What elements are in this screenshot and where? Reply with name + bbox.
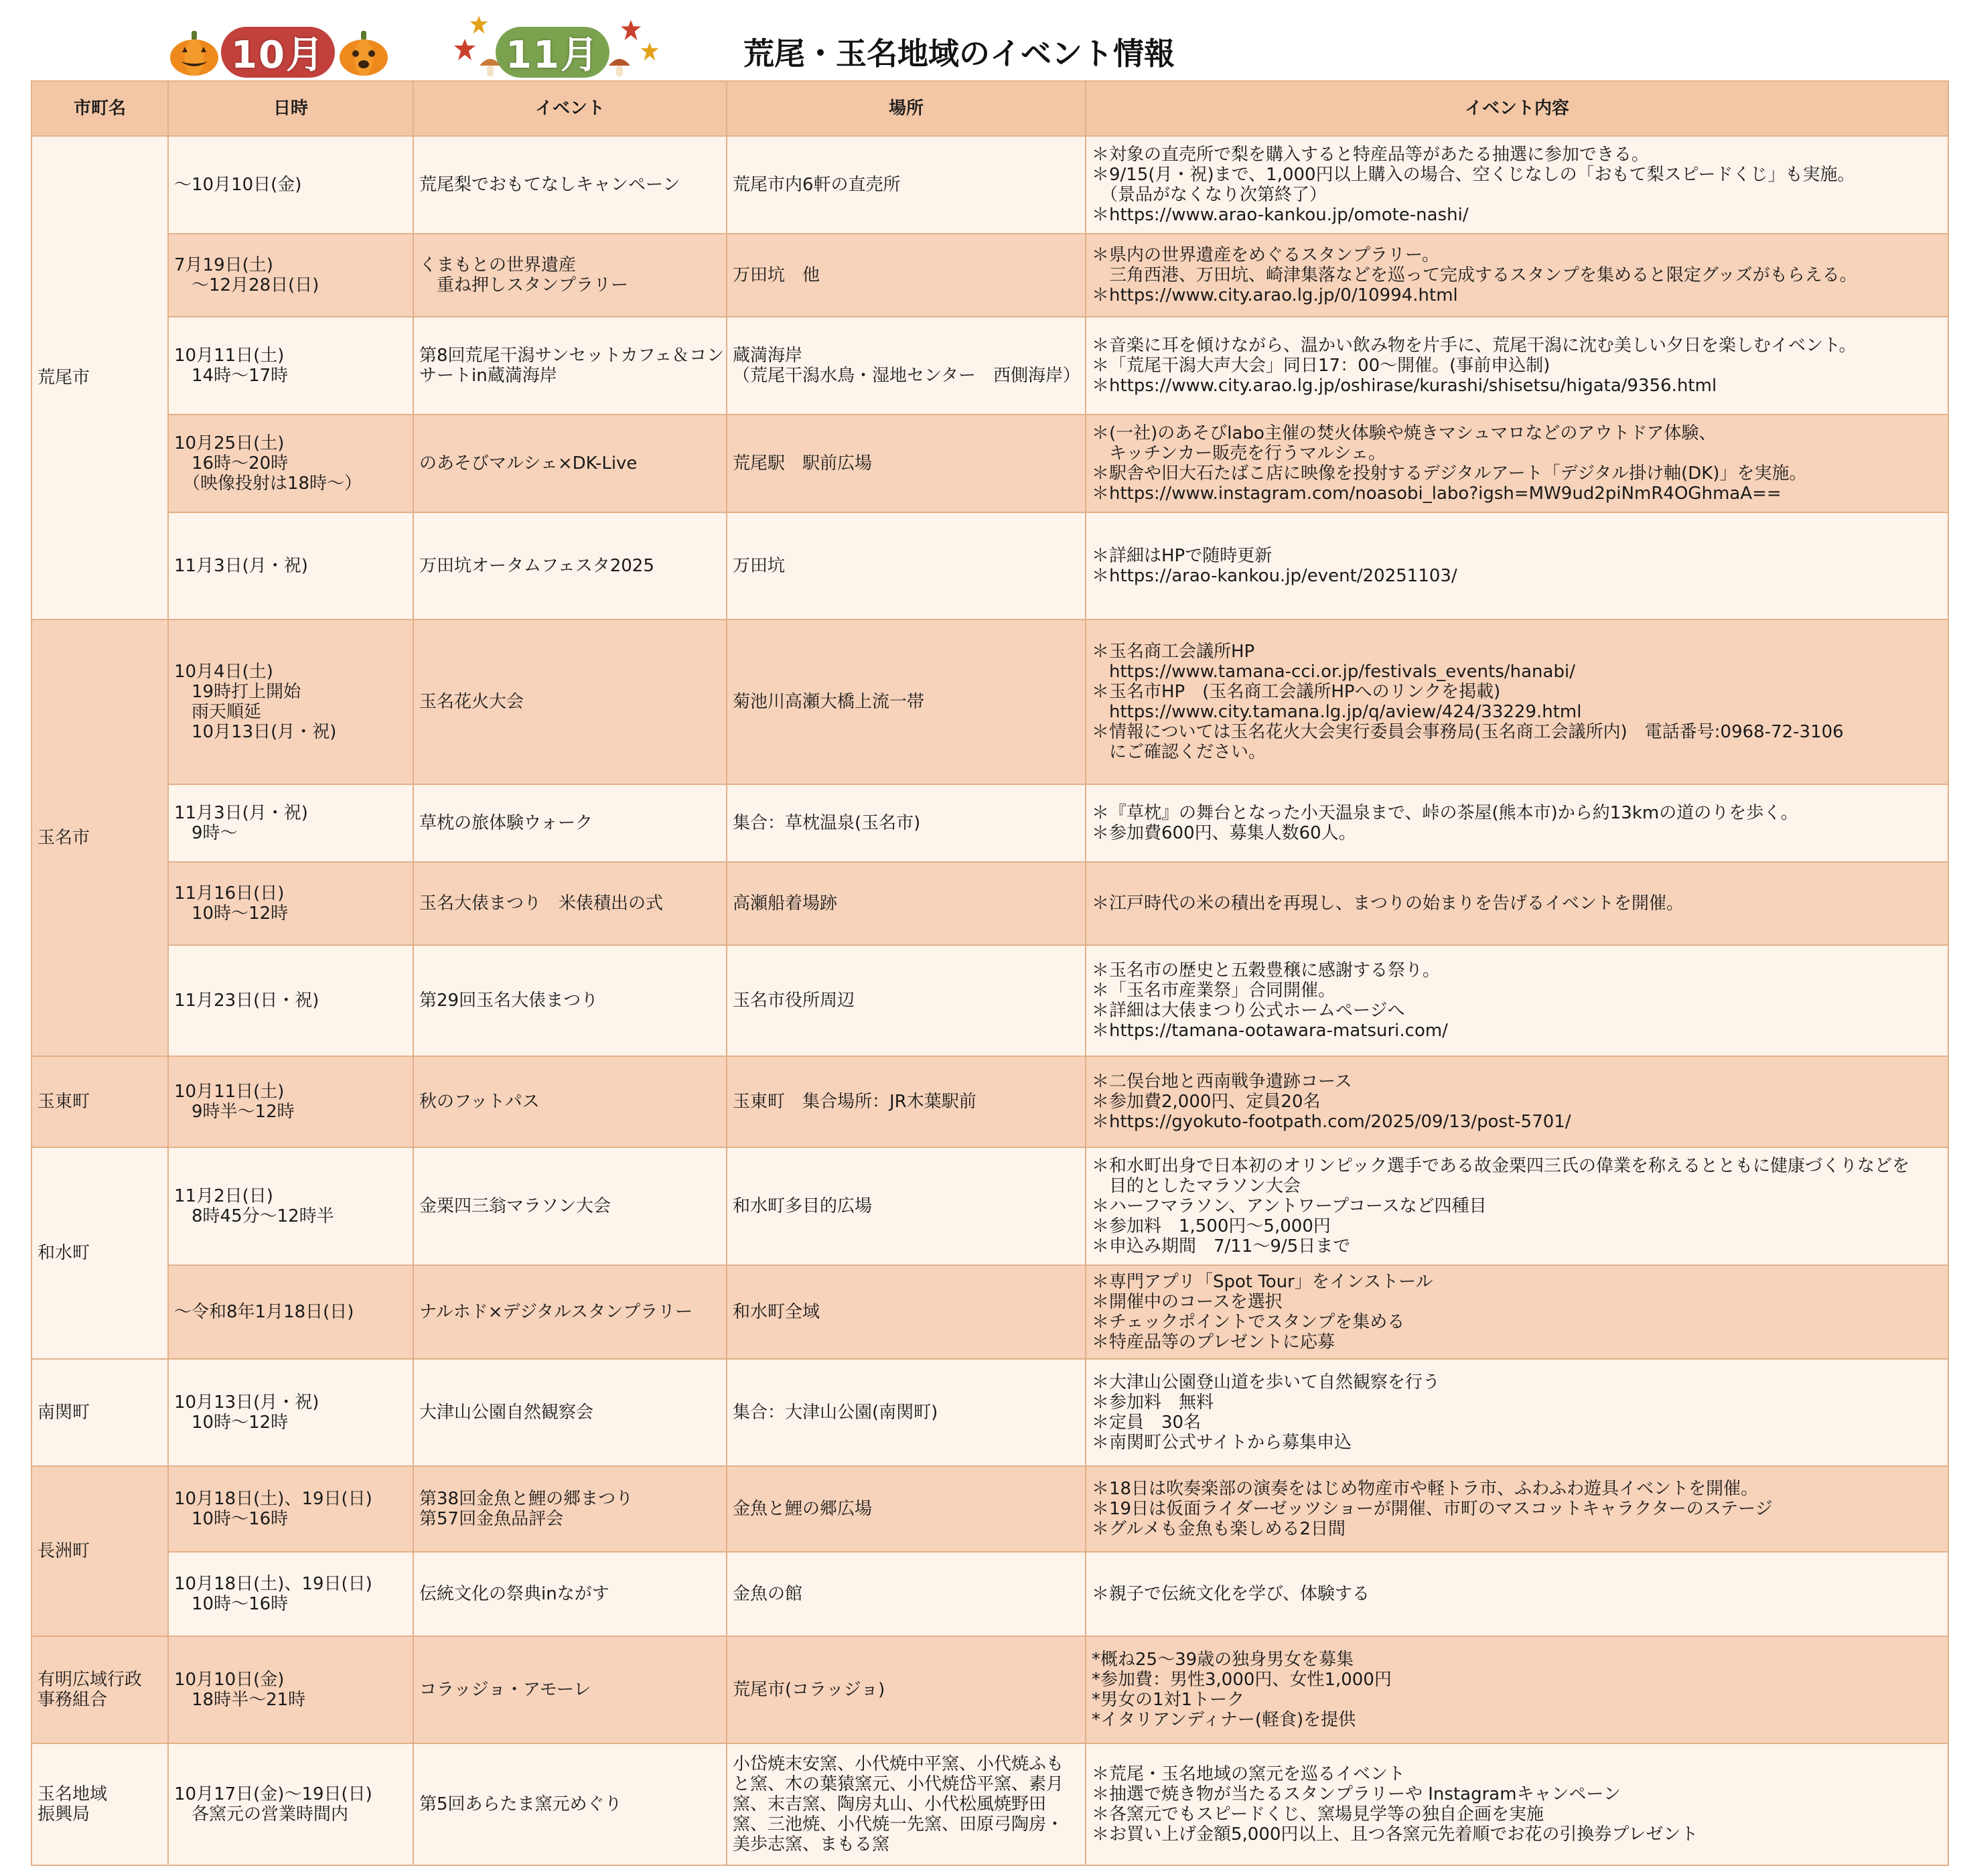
date-line: 10月4日(土) xyxy=(174,662,273,682)
event-cell xyxy=(413,512,727,620)
event-cell xyxy=(413,1636,727,1743)
place-line: 荒尾市内6軒の直売所 xyxy=(733,175,901,195)
event-line: 万田坑オータムフェスタ2025 xyxy=(419,556,654,576)
municipality-name: 振興局 xyxy=(38,1804,90,1824)
event-line: 重ね押しスタンプラリー xyxy=(419,275,629,295)
date-line: 18時半～21時 xyxy=(174,1690,306,1710)
content-line: 三角西港、万田坑、崎津集落などを巡って完成するスタンプを集めると限定グッズがもらえる。 xyxy=(1092,265,1857,285)
content-line: ＊9/15(月・祝)まで、1,000円以上購入の場合、空くじなしの「おもて梨スピードくじ」も実施。 xyxy=(1092,165,1855,185)
date-line: 10月25日(土) xyxy=(174,433,285,453)
date-cell xyxy=(168,136,413,234)
event-line: 荒尾梨でおもてなしキャンペーン xyxy=(419,175,680,195)
autumn-leaf-icon xyxy=(469,15,489,35)
content-line: ＊開催中のコースを選択 xyxy=(1092,1292,1283,1312)
place-line: 小岱焼末安窯、小代焼中平窯、小代焼ふもと窯、木の葉猿窯元、小代焼岱平窯、素月窯、末吉窯、陶房丸山、小代松風焼野田窯、三池焼、小代焼一先窯、田原弓陶房・美歩志窯、まもる窯 xyxy=(733,1754,1064,1855)
event-line: くまもとの世界遺産 xyxy=(419,255,577,275)
content-line: ＊特産品等のプレゼントに応募 xyxy=(1092,1332,1335,1352)
date-line: 10月18日(土)、19日(日) xyxy=(174,1574,372,1594)
content-line: ＊定員 30名 xyxy=(1092,1413,1202,1433)
table-row xyxy=(31,620,1948,784)
content-line: ＊玉名商工会議所HP xyxy=(1092,642,1255,662)
content-line: ＊玉名市HP (玉名商工会議所HPへのリンクを掲載) xyxy=(1092,682,1501,702)
event-line: 第29回玉名大俵まつり xyxy=(419,991,599,1011)
content-cell xyxy=(1086,136,1948,234)
content-line: ＊和水町出身で日本初のオリンピック選手である故金栗四三氏の偉業を称えるとともに健康づくりなどを xyxy=(1092,1156,1909,1176)
municipality-name: 和水町 xyxy=(38,1243,90,1263)
content-cell xyxy=(1086,512,1948,620)
content-line: ＊https://www.instagram.com/noasobi_labo?igsh=MW9ud2piNmR4OGhmaA== xyxy=(1092,484,1782,504)
date-line: 19時打上開始 xyxy=(174,682,301,702)
municipality-cell xyxy=(31,620,168,1056)
date-line: 10時～16時 xyxy=(174,1509,289,1529)
content-line: ＊グルメも金魚も楽しめる2日間 xyxy=(1092,1519,1346,1539)
place-cell xyxy=(727,1359,1086,1466)
municipality-cell xyxy=(31,1147,168,1359)
date-line: 10月11日(土) xyxy=(174,1082,285,1102)
event-table-body xyxy=(31,136,1948,1865)
content-cell xyxy=(1086,945,1948,1056)
event-line: 第38回金魚と鯉の郷まつり xyxy=(419,1489,634,1509)
content-line: *イタリアンディナー(軽食)を提供 xyxy=(1092,1710,1356,1730)
date-line: 10時～16時 xyxy=(174,1594,289,1614)
content-line: ＊ハーフマラソン、アントワープコースなど四種目 xyxy=(1092,1196,1487,1216)
table-row xyxy=(31,136,1948,234)
event-cell xyxy=(413,1743,727,1865)
month-badge-november: 11月 xyxy=(496,27,609,78)
date-cell xyxy=(168,1056,413,1147)
event-line: サートin蔵満海岸 xyxy=(419,366,557,386)
place-cell xyxy=(727,1147,1086,1265)
date-line: 11月3日(月・祝) xyxy=(174,556,308,576)
table-row xyxy=(31,512,1948,620)
content-line: ＊大津山公園登山道を歩いて自然観察を行う xyxy=(1092,1372,1441,1392)
autumn-leaf-icon xyxy=(620,19,642,42)
content-cell xyxy=(1086,1466,1948,1552)
content-line: ＊「玉名市産業祭」合同開催。 xyxy=(1092,981,1336,1001)
content-cell xyxy=(1086,317,1948,415)
date-line: 11月16日(日) xyxy=(174,883,285,904)
municipality-name: 荒尾市 xyxy=(38,368,90,388)
table-row xyxy=(31,1636,1948,1743)
table-row xyxy=(31,1056,1948,1147)
place-cell xyxy=(727,945,1086,1056)
date-line: 9時半～12時 xyxy=(174,1102,295,1122)
content-line: ＊親子で伝統文化を学び、体験する xyxy=(1092,1584,1370,1604)
content-line: https://www.city.tamana.lg.jp/q/aview/424/33229.html xyxy=(1092,702,1582,722)
place-line: 和水町全域 xyxy=(733,1302,820,1322)
place-line: 金魚と鯉の郷広場 xyxy=(733,1499,873,1519)
date-cell xyxy=(168,862,413,945)
content-line: ＊荒尾・玉名地域の窯元を巡るイベント xyxy=(1092,1764,1406,1784)
column-header: 場所 xyxy=(727,81,1086,136)
content-line: ＊南関町公式サイトから募集申込 xyxy=(1092,1433,1352,1453)
date-line: 10月13日(月・祝) xyxy=(174,722,337,742)
place-line: 菊池川高瀬大橋上流一帯 xyxy=(733,692,925,712)
content-cell xyxy=(1086,862,1948,945)
content-cell xyxy=(1086,1265,1948,1359)
place-line: 集合：草枕温泉(玉名市) xyxy=(733,813,921,833)
table-header-row xyxy=(31,81,1948,136)
content-line: ＊https://www.city.arao.lg.jp/oshirase/kurashi/shisetsu/higata/9356.html xyxy=(1092,376,1717,396)
date-cell xyxy=(168,1265,413,1359)
event-line: 金栗四三翁マラソン大会 xyxy=(419,1196,611,1216)
place-cell xyxy=(727,1056,1086,1147)
event-line: 玉名大俵まつり 米俵積出の式 xyxy=(419,893,664,914)
table-row xyxy=(31,1552,1948,1636)
event-cell xyxy=(413,784,727,862)
content-line: ＊お買い上げ金額5,000円以上、且つ各窯元先着順でお花の引換券プレゼント xyxy=(1092,1824,1698,1845)
content-line: ＊『草枕』の舞台となった小天温泉まで、峠の茶屋(熊本市)から約13kmの道のりを歩く。 xyxy=(1092,803,1798,823)
date-cell xyxy=(168,945,413,1056)
municipality-name: 有明広域行政 xyxy=(38,1670,143,1690)
table-row xyxy=(31,1147,1948,1265)
place-cell xyxy=(727,512,1086,620)
date-line: ～12月28日(日) xyxy=(174,275,319,295)
date-line: 11月2日(日) xyxy=(174,1186,273,1206)
content-line: 目的としたマラソン大会 xyxy=(1092,1176,1301,1196)
place-cell xyxy=(727,1636,1086,1743)
content-line: ＊音楽に耳を傾けながら、温かい飲み物を片手に、荒尾干潟に沈む美しい夕日を楽しむイベント。 xyxy=(1092,336,1857,356)
place-cell xyxy=(727,1265,1086,1359)
content-cell xyxy=(1086,1743,1948,1865)
date-line: 10月10日(金) xyxy=(174,1670,285,1690)
place-cell xyxy=(727,1743,1086,1865)
content-line: ＊チェックポイントでスタンプを集める xyxy=(1092,1312,1405,1332)
table-row xyxy=(31,1359,1948,1466)
content-line: ＊専門アプリ「Spot Tour」をインストール xyxy=(1092,1272,1433,1292)
event-cell xyxy=(413,415,727,512)
content-line: ＊詳細はHPで随時更新 xyxy=(1092,546,1273,566)
municipality-cell xyxy=(31,1359,168,1466)
date-cell xyxy=(168,1743,413,1865)
municipality-name: 玉東町 xyxy=(38,1092,90,1112)
content-line: https://www.tamana-cci.or.jp/festivals_events/hanabi/ xyxy=(1092,662,1575,682)
event-line: 秋のフットパス xyxy=(419,1092,540,1112)
date-cell xyxy=(168,512,413,620)
content-line: ＊参加料 1,500円～5,000円 xyxy=(1092,1216,1331,1236)
month-badge-october: 10月 xyxy=(221,27,335,78)
content-line: ＊「荒尾干潟大声大会」同日17：00～開催。(事前申込制) xyxy=(1092,356,1550,376)
content-line: ＊18日は吹奏楽部の演奏をはじめ物産市や軽トラ市、ふわふわ遊具イベントを開催。 xyxy=(1092,1479,1759,1499)
place-cell xyxy=(727,784,1086,862)
date-line: 10月11日(土) xyxy=(174,346,285,366)
event-cell xyxy=(413,317,727,415)
content-line: *男女の1対1トーク xyxy=(1092,1690,1245,1710)
event-cell xyxy=(413,945,727,1056)
table-row xyxy=(31,317,1948,415)
place-cell xyxy=(727,620,1086,784)
date-cell xyxy=(168,415,413,512)
date-line: 8時45分～12時半 xyxy=(174,1206,334,1226)
date-line: 雨天順延 xyxy=(174,702,262,722)
date-line: 10時～12時 xyxy=(174,904,289,924)
column-header: イベント xyxy=(413,81,727,136)
date-line: 各窯元の営業時間内 xyxy=(174,1804,349,1824)
content-cell xyxy=(1086,620,1948,784)
municipality-cell xyxy=(31,1056,168,1147)
content-line: ＊https://gyokuto-footpath.com/2025/09/13/post-5701/ xyxy=(1092,1112,1571,1132)
column-header: イベント内容 xyxy=(1086,81,1948,136)
date-line: ～令和8年1月18日(日) xyxy=(174,1302,354,1322)
pumpkin-icon xyxy=(169,29,220,76)
content-line: ＊各窯元でもスピードくじ、窯場見学等の独自企画を実施 xyxy=(1092,1804,1544,1824)
content-line: にご確認ください。 xyxy=(1092,742,1266,762)
place-line: 荒尾市(コラッジョ) xyxy=(733,1680,885,1700)
table-row xyxy=(31,1265,1948,1359)
date-cell xyxy=(168,1466,413,1552)
content-line: ＊https://www.city.arao.lg.jp/0/10994.html xyxy=(1092,285,1458,305)
table-row xyxy=(31,1743,1948,1865)
event-line: 第57回金魚品評会 xyxy=(419,1509,564,1529)
date-line: 14時～17時 xyxy=(174,366,289,386)
date-line: 7月19日(土) xyxy=(174,255,273,275)
date-line: 11月23日(日・祝) xyxy=(174,991,319,1011)
place-cell xyxy=(727,1466,1086,1552)
event-line: 玉名花火大会 xyxy=(419,692,524,712)
content-line: ＊申込み期間 7/11～9/5日まで xyxy=(1092,1236,1351,1256)
content-line: ＊参加料 無料 xyxy=(1092,1392,1214,1413)
municipality-cell xyxy=(31,1466,168,1636)
place-cell xyxy=(727,136,1086,234)
event-cell xyxy=(413,862,727,945)
place-line: 万田坑 他 xyxy=(733,265,820,285)
table-row xyxy=(31,234,1948,317)
place-line: 金魚の館 xyxy=(733,1584,803,1604)
place-line: 万田坑 xyxy=(733,556,786,576)
content-line: ＊二俣台地と西南戦争遺跡コース xyxy=(1092,1072,1352,1092)
event-cell xyxy=(413,136,727,234)
content-line: ＊江戸時代の米の積出を再現し、まつりの始まりを告げるイベントを開催。 xyxy=(1092,893,1684,914)
date-cell xyxy=(168,620,413,784)
municipality-name: 玉名地域 xyxy=(38,1784,108,1804)
place-cell xyxy=(727,415,1086,512)
pumpkin-icon xyxy=(338,29,389,76)
place-cell xyxy=(727,234,1086,317)
content-cell xyxy=(1086,234,1948,317)
place-cell xyxy=(727,317,1086,415)
date-line: 10月13日(月・祝) xyxy=(174,1392,319,1413)
content-line: ＊参加費600円、募集人数60人。 xyxy=(1092,823,1356,843)
date-cell xyxy=(168,234,413,317)
content-cell xyxy=(1086,415,1948,512)
date-line: 16時～20時 xyxy=(174,453,289,474)
event-cell xyxy=(413,1147,727,1265)
autumn-leaf-icon xyxy=(640,42,660,62)
place-line: 玉名市役所周辺 xyxy=(733,991,855,1011)
place-line: 蔵満海岸 xyxy=(733,346,803,366)
content-line: *参加費：男性3,000円、女性1,000円 xyxy=(1092,1670,1392,1690)
event-line: 草枕の旅体験ウォーク xyxy=(419,813,593,833)
content-line: ＊玉名市の歴史と五穀豊穣に感謝する祭り。 xyxy=(1092,960,1441,981)
content-line: ＊情報については玉名花火大会実行委員会事務局(玉名商工会議所内) 電話番号:0968-72-3106 xyxy=(1092,722,1844,742)
content-cell xyxy=(1086,1636,1948,1743)
content-line: ＊駅舎や旧大石たばこ店に映像を投射するデジタルアート「デジタル掛け軸(DK)」を実施。 xyxy=(1092,463,1807,484)
content-cell xyxy=(1086,1552,1948,1636)
date-cell xyxy=(168,784,413,862)
event-line: 伝統文化の祭典inながす xyxy=(419,1584,609,1604)
date-cell xyxy=(168,1636,413,1743)
content-line: ＊19日は仮面ライダーゼッツショーが開催、市町のマスコットキャラクターのステージ xyxy=(1092,1499,1773,1519)
event-cell xyxy=(413,620,727,784)
event-cell xyxy=(413,1466,727,1552)
date-line: 10月18日(土)、19日(日) xyxy=(174,1489,372,1509)
municipality-cell xyxy=(31,1636,168,1743)
place-line: 和水町多目的広場 xyxy=(733,1196,873,1216)
date-line: 9時～ xyxy=(174,823,238,843)
place-line: 高瀬船着場跡 xyxy=(733,893,838,914)
content-cell xyxy=(1086,1359,1948,1466)
event-line: 大津山公園自然観察会 xyxy=(419,1402,594,1423)
event-line: のあそびマルシェ×DK-Live xyxy=(419,453,638,474)
content-line: ＊県内の世界遺産をめぐるスタンプラリー。 xyxy=(1092,245,1439,265)
place-line: （荒尾干潟水鳥・湿地センター 西側海岸） xyxy=(733,366,1080,386)
event-cell xyxy=(413,234,727,317)
date-cell xyxy=(168,1552,413,1636)
content-line: ＊https://www.arao-kankou.jp/omote-nashi/ xyxy=(1092,205,1469,225)
content-cell xyxy=(1086,1056,1948,1147)
event-cell xyxy=(413,1265,727,1359)
municipality-name: 長洲町 xyxy=(38,1541,90,1561)
content-line: ＊(一社)のあそびlabo主催の焚火体験や焼きマシュマロなどのアウトドア体験、 xyxy=(1092,423,1717,443)
date-line: （映像投射は18時～） xyxy=(174,474,362,494)
event-line: コラッジョ・アモーレ xyxy=(419,1680,591,1700)
event-line: 第8回荒尾干潟サンセットカフェ＆コン xyxy=(419,346,725,366)
municipality-cell xyxy=(31,136,168,620)
mushroom-icon xyxy=(606,52,633,79)
table-row xyxy=(31,945,1948,1056)
table-row xyxy=(31,415,1948,512)
content-line: ＊https://tamana-ootawara-matsuri.com/ xyxy=(1092,1021,1448,1041)
event-cell xyxy=(413,1359,727,1466)
place-cell xyxy=(727,1552,1086,1636)
municipality-name: 南関町 xyxy=(38,1402,90,1423)
municipality-cell xyxy=(31,1743,168,1865)
place-line: 荒尾駅 駅前広場 xyxy=(733,453,873,474)
municipality-name: 玉名市 xyxy=(38,828,90,848)
place-cell xyxy=(727,862,1086,945)
event-line: 第5回あらたま窯元めぐり xyxy=(419,1794,622,1814)
page-title: 荒尾・玉名地域のイベント情報 xyxy=(743,35,1175,72)
content-line: ＊抽選で焼き物が当たるスタンプラリーや Instagramキャンペーン xyxy=(1092,1784,1621,1804)
place-line: 玉東町 集合場所：JR木葉駅前 xyxy=(733,1092,976,1112)
content-line: （景品がなくなり次第終了） xyxy=(1092,185,1327,205)
page-header xyxy=(0,0,1961,80)
event-cell xyxy=(413,1056,727,1147)
content-cell xyxy=(1086,784,1948,862)
date-line: 10時～12時 xyxy=(174,1413,289,1433)
date-line: 11月3日(月・祝) xyxy=(174,803,308,823)
table-row xyxy=(31,784,1948,862)
date-cell xyxy=(168,317,413,415)
event-cell xyxy=(413,1552,727,1636)
place-line: 集合：大津山公園(南関町) xyxy=(733,1402,938,1423)
content-line: キッチンカー販売を行うマルシェ。 xyxy=(1092,443,1386,463)
date-line: ～10月10日(金) xyxy=(174,175,302,195)
municipality-name: 事務組合 xyxy=(38,1690,108,1710)
column-header: 市町名 xyxy=(31,81,168,136)
date-cell xyxy=(168,1359,413,1466)
date-line: 10月17日(金)～19日(日) xyxy=(174,1784,372,1804)
table-row xyxy=(31,862,1948,945)
content-line: ＊参加費2,000円、定員20名 xyxy=(1092,1092,1321,1112)
event-table xyxy=(31,80,1949,1866)
content-cell xyxy=(1086,1147,1948,1265)
content-line: ＊対象の直売所で梨を購入すると特産品等があたる抽選に参加できる。 xyxy=(1092,145,1650,165)
content-line: *概ね25～39歳の独身男女を募集 xyxy=(1092,1650,1354,1670)
autumn-leaf-icon xyxy=(453,38,477,62)
content-line: ＊詳細は大俵まつり公式ホームページへ xyxy=(1092,1001,1405,1021)
content-line: ＊https://arao-kankou.jp/event/20251103/ xyxy=(1092,566,1457,586)
event-line: ナルホド×デジタルスタンプラリー xyxy=(419,1302,693,1322)
table-row xyxy=(31,1466,1948,1552)
column-header: 日時 xyxy=(168,81,413,136)
date-cell xyxy=(168,1147,413,1265)
